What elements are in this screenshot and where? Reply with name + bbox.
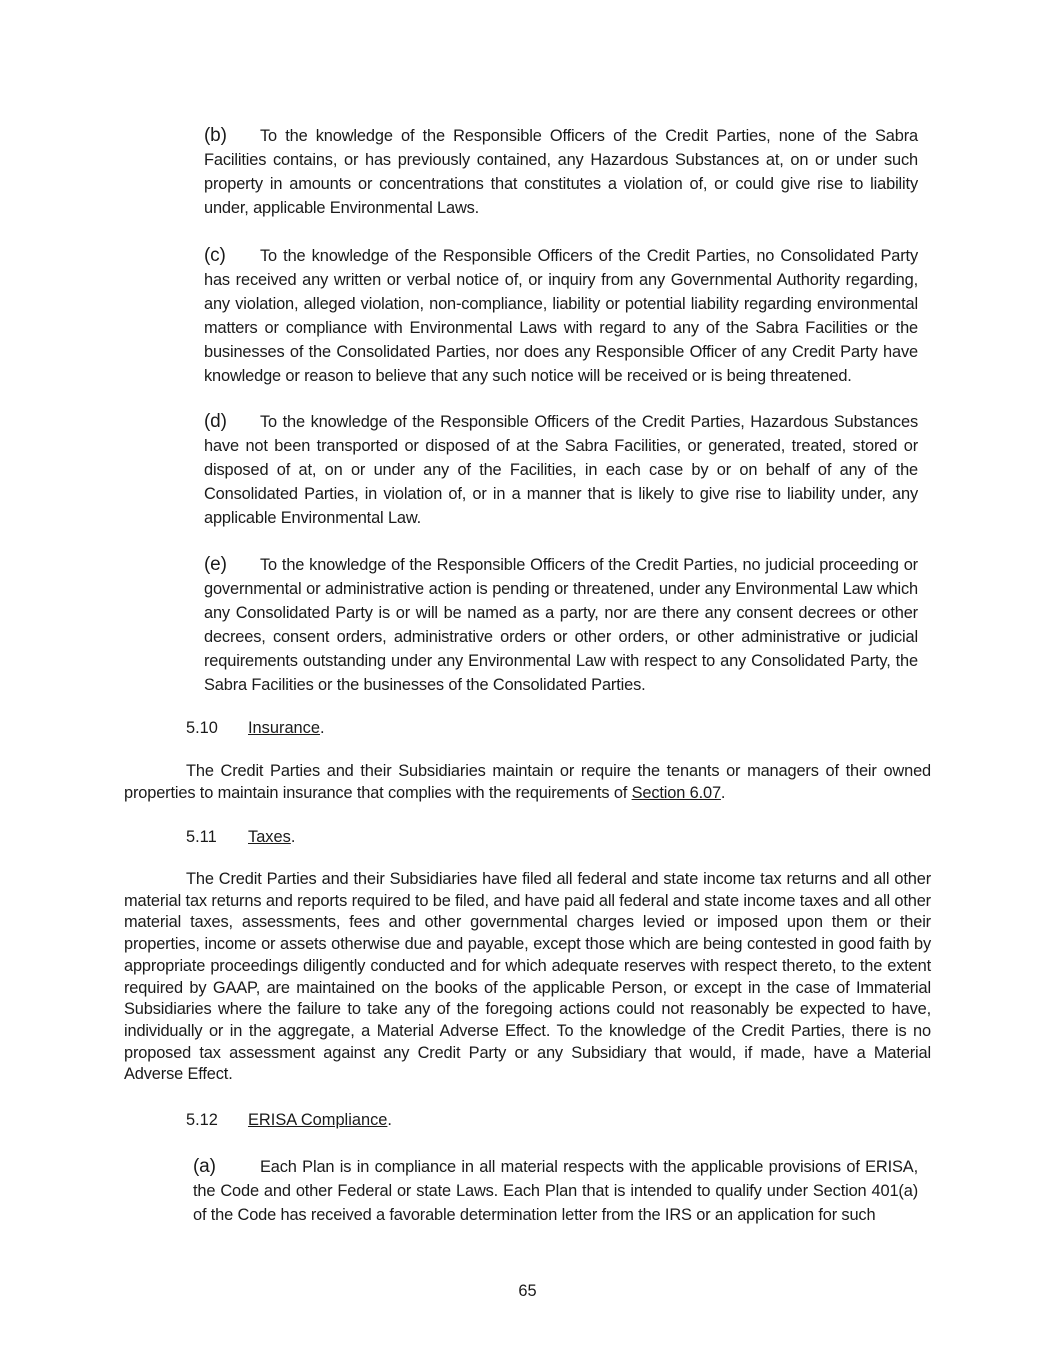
section-reference-link: Section 6.07 [631, 783, 721, 802]
paragraph-5-12-a [144, 1155, 918, 1227]
page-number: 65 [518, 1282, 537, 1300]
body-text-end: . [720, 783, 726, 802]
paragraph-text: To the knowledge of the Responsible Officers of the Credit Parties, none of the Sabra Facilities contains, or has previously contained, any Hazardous Substances at, on or under such property in amounts or concentrations that constitutes a violation of, or could give rise to liability under, applicable Environmental Laws. [204, 127, 918, 217]
section-title: Taxes [248, 828, 291, 846]
section-heading-5-12: 5.12 ERISA Compliance. [186, 1111, 392, 1129]
section-number: 5.10 [186, 719, 218, 737]
paragraph-text: To the knowledge of the Responsible Officers of the Credit Parties, no judicial proceeding or governmental or administrative action is pending or threatened, under any Environmental Law which any Consolidated Party is or will be named as a party, nor are there any consent decrees or other decrees, consent orders, administrative orders or other orders, or other administrative or judicial requirements outstanding under any Environmental Law with respect to any Consolidated Party, the Sabra Facilities or the businesses of the Consolidated Parties. [204, 556, 918, 694]
section-heading-5-10: 5.10 Insurance. [186, 719, 325, 737]
paragraph-d [144, 410, 918, 530]
paragraph-marker: (a) [193, 1156, 216, 1177]
paragraph-marker: (e) [204, 554, 227, 575]
section-number: 5.11 [186, 828, 217, 846]
paragraph-marker: (c) [204, 245, 226, 266]
section-5-11-body [124, 869, 931, 1086]
section-title: ERISA Compliance [248, 1111, 388, 1129]
section-title: Insurance [248, 719, 320, 737]
paragraph-text: To the knowledge of the Responsible Officers of the Credit Parties, no Consolidated Party has received any written or verbal notice of, or inquiry from any Governmental Authority regarding, any violation, alleged violation, non-compliance, liability or potential liability regarding environmental matters or compliance with Environmental Laws with regard to any of the Sabra Facilities or the businesses of the Consolidated Parties, nor does any Responsible Officer of any Credit Party have knowledge or reason to believe that any such notice will be received or is being threatened. [204, 247, 918, 385]
paragraph-marker: (b) [204, 125, 227, 146]
section-number: 5.12 [186, 1111, 218, 1129]
body-text: The Credit Parties and their Subsidiaries maintain or require the tenants or managers of their owned properties to maintain insurance that complies with the requirements of [124, 762, 931, 802]
paragraph-e [144, 553, 918, 697]
paragraph-marker: (d) [204, 411, 227, 432]
paragraph-c [144, 244, 918, 388]
section-heading-5-11: 5.11 Taxes. [186, 828, 296, 846]
body-text: The Credit Parties and their Subsidiaries have filed all federal and state income tax returns and all other material tax returns and reports required to be filed, and have paid all federal and state income taxes and all other material taxes, assessments, fees and other governmental charges levied or imposed upon them or their properties, income or assets otherwise due and payable, except those which are being contested in good faith by appropriate proceedings diligently conducted and for which adequate reserves with respect thereto, to the extent required by GAAP, are maintained on the books of the applicable Person, or except in the case of Immaterial Subsidiaries where the failure to take any of the foregoing actions could not reasonably be expected to have, individually or in the aggregate, a Material Adverse Effect. To the knowledge of the Credit Parties, there is no proposed tax assessment against any Credit Party or any Subsidiary that would, if made, have a Material Adverse Effect. [124, 870, 931, 1084]
paragraph-b [144, 124, 918, 220]
section-5-10-body [124, 761, 931, 804]
paragraph-text: To the knowledge of the Responsible Officers of the Credit Parties, Hazardous Substances have not been transported or disposed of at the Sabra Facilities, or generated, treated, stored or disposed of at, on or under any of the Facilities, in each case by or on behalf of any of the Consolidated Parties, in violation of, or in a manner that is likely to give rise to liability under, any applicable Environmental Law. [204, 413, 918, 527]
paragraph-text: Each Plan is in compliance in all material respects with the applicable provisions of ERISA, the Code and other Federal or state Laws. Each Plan that is intended to qualify under Section 401(a) of the Code has received a favorable determination letter from the IRS or an application for such [193, 1158, 918, 1224]
